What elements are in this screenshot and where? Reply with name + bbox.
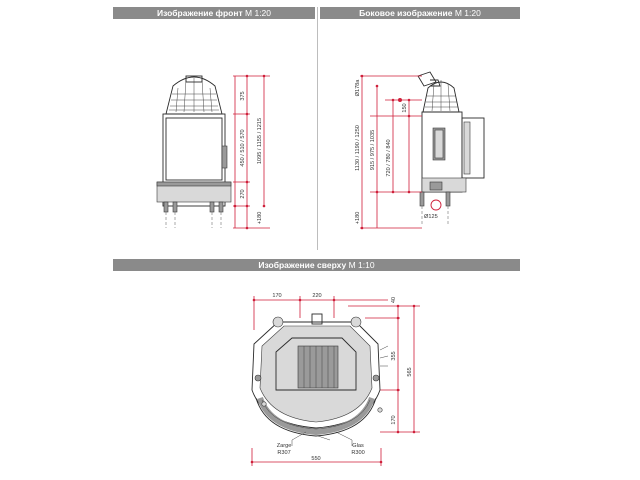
front-base-top	[157, 182, 231, 186]
side-view-scale: М 1:20	[454, 8, 481, 18]
side-view-drawing	[355, 72, 484, 229]
front-leg-3	[210, 202, 214, 212]
top-side-knob-left	[255, 375, 261, 381]
top-fixture-right	[351, 317, 361, 327]
side-window-inner	[435, 130, 443, 158]
front-hood-lines	[176, 78, 212, 112]
top-dim-back-depth: 40	[391, 296, 397, 304]
side-dim-flue: Ø178a	[355, 79, 361, 97]
side-inlet	[430, 182, 442, 190]
top-hinge-left	[262, 402, 266, 406]
top-fixture-left	[273, 317, 283, 327]
top-glas-radius: R300	[351, 450, 365, 456]
side-hood-ribs	[425, 80, 458, 111]
front-dim-leg: +180	[257, 211, 263, 225]
top-dim-mid-depth: 355	[391, 351, 397, 361]
top-dim-center-width: 220	[312, 293, 322, 299]
side-view-title: Боковое изображение	[359, 8, 453, 18]
side-base	[422, 178, 466, 192]
side-leg-1	[420, 192, 424, 206]
front-view-scale: М 1:20	[245, 8, 272, 18]
front-dim-mid: 450 / 510 / 570	[240, 129, 246, 167]
front-dim-375: 375	[240, 91, 246, 101]
side-dim-total: 1130 / 1190 / 1250	[355, 125, 361, 171]
side-dim-range-three: 720 / 780 / 840	[386, 139, 392, 177]
top-view-title: Изображение сверху	[258, 260, 347, 270]
top-dim-total-width: 550	[311, 456, 321, 462]
top-flue-collar	[312, 314, 322, 324]
front-dim-270: 270	[240, 189, 246, 199]
front-handle	[222, 146, 227, 168]
side-inlet-circle	[431, 200, 441, 210]
side-dim-range-two: 915 / 975 / 1035	[370, 129, 376, 171]
front-leg-extensions	[166, 212, 221, 228]
front-leg-4	[219, 202, 223, 212]
top-dim-total-depth: 565	[407, 367, 413, 377]
top-dim-front-depth: 170	[391, 415, 397, 425]
side-dim-inlet: Ø125	[424, 214, 438, 220]
front-glass	[166, 118, 222, 180]
top-zarge-label: Zarge	[276, 443, 292, 449]
front-leg-2	[173, 202, 177, 212]
side-dim-offset: 150	[402, 103, 408, 113]
top-side-fins	[380, 346, 388, 366]
top-view-scale: М 1:10	[348, 260, 375, 270]
side-dim-leg: +180	[355, 211, 361, 225]
top-glas-label: Glas	[352, 443, 364, 449]
side-door-glass	[464, 122, 470, 174]
top-leader-line	[318, 436, 330, 440]
top-side-knob-right	[373, 375, 379, 381]
top-view-drawing	[251, 293, 420, 466]
front-leg-1	[164, 202, 168, 212]
top-dim-left-width: 170	[272, 293, 282, 299]
top-hinge-right	[378, 408, 382, 412]
side-leg-2	[446, 192, 450, 206]
top-zarge-radius: R307	[277, 450, 291, 456]
front-view-drawing	[157, 75, 270, 230]
front-dim-total: 1095 / 1155 / 1215	[257, 117, 263, 165]
front-view-title: Изображение фронт	[156, 8, 243, 18]
